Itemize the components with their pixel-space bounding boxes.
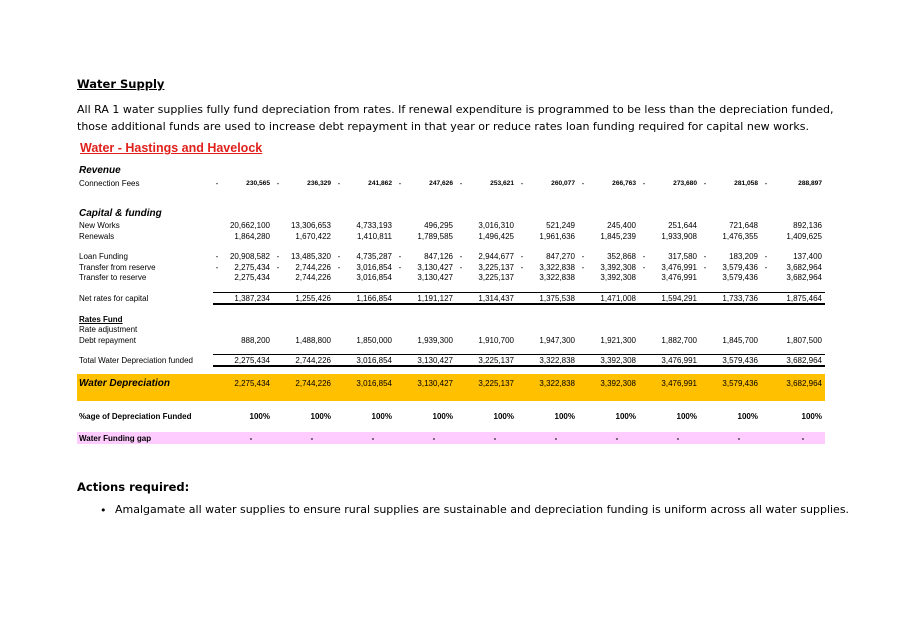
transfer-from-reserve-minus-sign: -: [703, 263, 707, 272]
new-works-value: 4,733,193: [356, 221, 392, 230]
debt-repayment-value: 888,200: [241, 336, 270, 345]
new-works-value: 20,662,100: [229, 221, 270, 230]
pct-depreciation-funded-value: 100%: [432, 412, 453, 421]
transfer-to-reserve-value: 3,392,308: [600, 273, 636, 282]
connection-fees-minus-sign: -: [459, 179, 463, 188]
transfer-from-reserve-label: Transfer from reserve: [79, 263, 156, 272]
renewals-value: 1,670,422: [295, 232, 331, 241]
transfer-from-reserve-value: 3,225,137: [478, 263, 514, 272]
bullet-icon: •: [100, 504, 107, 517]
connection-fees-value: 230,565: [246, 180, 270, 187]
transfer-to-reserve-label: Transfer to reserve: [79, 273, 147, 282]
new-works-value: 892,136: [793, 221, 822, 230]
net-rates-for-capital-value: 1,314,437: [478, 294, 514, 303]
new-works-value: 245,400: [607, 221, 636, 230]
debt-repayment-value: 1,910,700: [478, 336, 514, 345]
water-depreciation-value: 3,392,308: [600, 379, 636, 388]
loan-funding-value: 13,485,320: [290, 252, 331, 261]
pct-depreciation-funded-label: %age of Depreciation Funded: [79, 412, 192, 421]
rate-adjustment-label: Rate adjustment: [79, 325, 138, 334]
renewals-value: 1,789,585: [417, 232, 453, 241]
water-funding-gap-value: -: [432, 434, 436, 443]
connection-fees-minus-sign: -: [276, 179, 280, 188]
transfer-from-reserve-minus-sign: -: [398, 263, 402, 272]
transfer-to-reserve-value: 2,275,434: [234, 273, 270, 282]
total-depreciation-funded-value: 3,579,436: [722, 356, 758, 365]
pct-depreciation-funded-value: 100%: [615, 412, 636, 421]
connection-fees-value: 273,680: [673, 180, 697, 187]
renewals-value: 1,845,239: [600, 232, 636, 241]
loan-funding-minus-sign: -: [276, 252, 280, 261]
debt-repayment-value: 1,939,300: [417, 336, 453, 345]
water-funding-gap-value: -: [493, 434, 497, 443]
renewals-value: 1,961,636: [539, 232, 575, 241]
transfer-from-reserve-value: 3,322,838: [539, 263, 575, 272]
pct-depreciation-funded-value: 100%: [493, 412, 514, 421]
new-works-value: 13,306,653: [290, 221, 331, 230]
debt-repayment-value: 1,921,300: [600, 336, 636, 345]
new-works-label: New Works: [79, 221, 120, 230]
debt-repayment-value: 1,882,700: [661, 336, 697, 345]
water-funding-gap-value: -: [249, 434, 253, 443]
loan-funding-label: Loan Funding: [79, 252, 128, 261]
water-funding-gap-value: -: [310, 434, 314, 443]
loan-funding-value: 137,400: [793, 252, 822, 261]
loan-funding-value: 4,735,287: [356, 252, 392, 261]
pct-depreciation-funded-value: 100%: [371, 412, 392, 421]
net-rates-for-capital-value: 1,166,854: [356, 294, 392, 303]
transfer-from-reserve-minus-sign: -: [459, 263, 463, 272]
transfer-to-reserve-value: 3,322,838: [539, 273, 575, 282]
net-rates-for-capital-value: 1,875,464: [786, 294, 822, 303]
pct-depreciation-funded-value: 100%: [737, 412, 758, 421]
connection-fees-value: 253,621: [490, 180, 514, 187]
pct-depreciation-funded-value: 100%: [249, 412, 270, 421]
debt-repayment-value: 1,850,000: [356, 336, 392, 345]
transfer-from-reserve-minus-sign: -: [764, 263, 768, 272]
rule-net-rates-bottom: [213, 303, 825, 305]
transfer-from-reserve-value: 3,130,427: [417, 263, 453, 272]
debt-repayment-label: Debt repayment: [79, 336, 136, 345]
total-depreciation-funded-value: 3,392,308: [600, 356, 636, 365]
loan-funding-minus-sign: -: [581, 252, 585, 261]
water-depreciation-value: 2,744,226: [295, 379, 331, 388]
connection-fees-value: 260,077: [551, 180, 575, 187]
transfer-from-reserve-minus-sign: -: [215, 263, 219, 272]
water-funding-gap-value: -: [737, 434, 741, 443]
transfer-from-reserve-minus-sign: -: [642, 263, 646, 272]
connection-fees-minus-sign: -: [764, 179, 768, 188]
transfer-to-reserve-value: 3,476,991: [661, 273, 697, 282]
rule-total-bottom: [213, 365, 825, 367]
transfer-to-reserve-value: 3,579,436: [722, 273, 758, 282]
renewals-value: 1,410,811: [357, 232, 392, 241]
table-title: Water - Hastings and Havelock: [80, 141, 263, 155]
transfer-from-reserve-minus-sign: -: [276, 263, 280, 272]
water-depreciation-value: 3,682,964: [786, 379, 822, 388]
pct-depreciation-funded-value: 100%: [310, 412, 331, 421]
transfer-to-reserve-value: 3,130,427: [417, 273, 453, 282]
pct-depreciation-funded-value: 100%: [801, 412, 822, 421]
transfer-from-reserve-value: 2,744,226: [295, 263, 331, 272]
connection-fees-value: 236,329: [307, 180, 331, 187]
water-depreciation-value: 3,130,427: [417, 379, 453, 388]
loan-funding-minus-sign: -: [459, 252, 463, 261]
water-depreciation-value: 2,275,434: [234, 379, 270, 388]
loan-funding-minus-sign: -: [642, 252, 646, 261]
connection-fees-minus-sign: -: [581, 179, 585, 188]
new-works-value: 721,648: [729, 221, 758, 230]
funding-gap-band: [77, 432, 825, 444]
renewals-value: 1,496,425: [478, 232, 514, 241]
loan-funding-minus-sign: -: [215, 252, 219, 261]
transfer-from-reserve-value: 3,392,308: [600, 263, 636, 272]
net-rates-for-capital-value: 1,387,234: [234, 294, 270, 303]
connection-fees-value: 288,897: [798, 180, 822, 187]
loan-funding-value: 847,270: [546, 252, 575, 261]
water-funding-gap-value: -: [801, 434, 805, 443]
connection-fees-value: 241,862: [368, 180, 392, 187]
net-rates-for-capital-label: Net rates for capital: [79, 294, 149, 303]
loan-funding-value: 352,868: [607, 252, 636, 261]
loan-funding-minus-sign: -: [764, 252, 768, 261]
renewals-value: 1,864,280: [234, 232, 270, 241]
total-depreciation-funded-value: 3,016,854: [356, 356, 392, 365]
capital-section-label: Capital & funding: [79, 208, 162, 219]
actions-heading: Actions required:: [77, 480, 190, 494]
transfer-from-reserve-value: 3,016,854: [356, 263, 392, 272]
action-item: Amalgamate all water supplies to ensure rural supplies are sustainable and depreciation funding is uniform across all water supplies.: [115, 503, 850, 516]
net-rates-for-capital-value: 1,191,127: [417, 294, 453, 303]
transfer-from-reserve-value: 2,275,434: [234, 263, 270, 272]
loan-funding-value: 183,209: [729, 252, 758, 261]
total-depreciation-funded-value: 3,476,991: [661, 356, 697, 365]
new-works-value: 3,016,310: [478, 221, 514, 230]
renewals-value: 1,409,625: [786, 232, 822, 241]
total-depreciation-funded-label: Total Water Depreciation funded: [79, 356, 193, 365]
net-rates-for-capital-value: 1,733,736: [722, 294, 758, 303]
net-rates-for-capital-value: 1,471,008: [600, 294, 636, 303]
water-depreciation-value: 3,322,838: [539, 379, 575, 388]
transfer-from-reserve-minus-sign: -: [337, 263, 341, 272]
rule-net-rates-top: [213, 292, 825, 293]
connection-fees-minus-sign: -: [398, 179, 402, 188]
water-funding-gap-label: Water Funding gap: [79, 434, 152, 443]
water-depreciation-value: 3,016,854: [356, 379, 392, 388]
connection-fees-minus-sign: -: [215, 179, 219, 188]
debt-repayment-value: 1,488,800: [295, 336, 331, 345]
debt-repayment-value: 1,845,700: [722, 336, 758, 345]
water-funding-gap-value: -: [615, 434, 619, 443]
total-depreciation-funded-value: 3,682,964: [786, 356, 822, 365]
rule-total-top: [213, 354, 825, 355]
connection-fees-value: 247,626: [429, 180, 453, 187]
renewals-value: 1,933,908: [661, 232, 697, 241]
connection-fees-value: 266,763: [612, 180, 636, 187]
transfer-to-reserve-value: 3,225,137: [478, 273, 514, 282]
loan-funding-minus-sign: -: [520, 252, 524, 261]
loan-funding-minus-sign: -: [703, 252, 707, 261]
loan-funding-minus-sign: -: [398, 252, 402, 261]
water-depreciation-label: Water Depreciation: [79, 378, 170, 389]
revenue-section-label: Revenue: [79, 165, 121, 176]
transfer-to-reserve-value: 2,744,226: [295, 273, 331, 282]
loan-funding-value: 317,580: [668, 252, 697, 261]
transfer-from-reserve-minus-sign: -: [520, 263, 524, 272]
connection-fees-minus-sign: -: [642, 179, 646, 188]
water-depreciation-value: 3,225,137: [478, 379, 514, 388]
net-rates-for-capital-value: 1,375,538: [539, 294, 575, 303]
water-funding-gap-value: -: [676, 434, 680, 443]
new-works-value: 496,295: [424, 221, 453, 230]
water-depreciation-value: 3,579,436: [722, 379, 758, 388]
connection-fees-minus-sign: -: [703, 179, 707, 188]
total-depreciation-funded-value: 3,130,427: [417, 356, 453, 365]
transfer-to-reserve-value: 3,682,964: [786, 273, 822, 282]
total-depreciation-funded-value: 3,225,137: [478, 356, 514, 365]
total-depreciation-funded-value: 2,744,226: [295, 356, 331, 365]
total-depreciation-funded-value: 2,275,434: [234, 356, 270, 365]
intro-paragraph: All RA 1 water supplies fully fund depreciation from rates. If renewal expenditure is programmed to be less than the depreciation funded, those additional funds are used to increase debt repayment in that year or reduce rates loan funding required for capital new works.: [77, 103, 834, 133]
connection-fees-value: 281,058: [734, 180, 758, 187]
transfer-from-reserve-value: 3,476,991: [661, 263, 697, 272]
transfer-to-reserve-value: 3,016,854: [356, 273, 392, 282]
rates-fund-section-label: Rates Fund: [79, 315, 123, 324]
transfer-from-reserve-value: 3,682,964: [786, 263, 822, 272]
water-depreciation-value: 3,476,991: [661, 379, 697, 388]
transfer-from-reserve-minus-sign: -: [581, 263, 585, 272]
pct-depreciation-funded-value: 100%: [554, 412, 575, 421]
pct-depreciation-funded-value: 100%: [676, 412, 697, 421]
total-depreciation-funded-value: 3,322,838: [539, 356, 575, 365]
new-works-value: 521,249: [546, 221, 575, 230]
renewals-label: Renewals: [79, 232, 115, 241]
water-funding-gap-value: -: [371, 434, 375, 443]
connection-fees-label: Connection Fees: [79, 179, 140, 188]
renewals-value: 1,476,355: [722, 232, 758, 241]
loan-funding-value: 20,908,582: [229, 252, 270, 261]
net-rates-for-capital-value: 1,594,291: [661, 294, 697, 303]
connection-fees-minus-sign: -: [337, 179, 341, 188]
debt-repayment-value: 1,807,500: [786, 336, 822, 345]
water-funding-gap-value: -: [554, 434, 558, 443]
section-heading: Water Supply: [77, 77, 165, 91]
transfer-from-reserve-value: 3,579,436: [722, 263, 758, 272]
loan-funding-value: 2,944,677: [478, 252, 514, 261]
new-works-value: 251,644: [668, 221, 697, 230]
loan-funding-minus-sign: -: [337, 252, 341, 261]
net-rates-for-capital-value: 1,255,426: [295, 294, 331, 303]
connection-fees-minus-sign: -: [520, 179, 524, 188]
loan-funding-value: 847,126: [424, 252, 453, 261]
debt-repayment-value: 1,947,300: [539, 336, 575, 345]
